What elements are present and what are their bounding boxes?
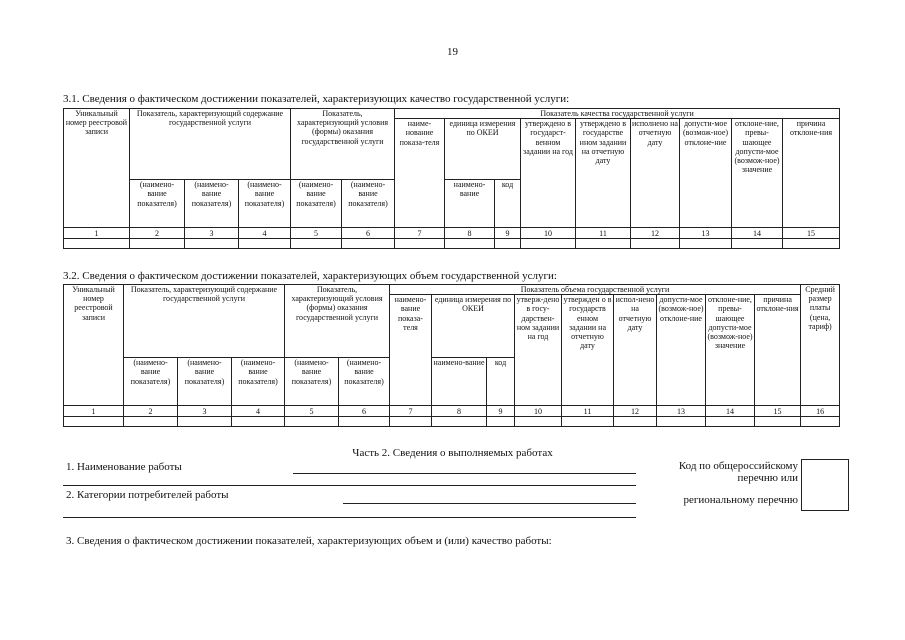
sub-indicator-name: наимено-вание показа-теля [390,295,432,406]
col-conditions-indicator: Показатель, характеризующий условия (формы) оказания государственной услуги [285,285,390,358]
unit-code: код [487,358,515,406]
work-name-label: 1. Наименование работы [66,461,182,473]
column-number: 6 [342,228,395,239]
unit-name: наимено-вание [432,358,487,406]
quality-table [63,108,840,249]
column-number: 15 [755,406,801,417]
column-number: 16 [801,406,840,417]
col-content-indicator: Показатель, характеризующий содержание государственной услуги [130,109,291,180]
column-number: 3 [185,228,239,239]
code-label-line1: Код по общероссийскому [678,460,798,472]
section-3-1-title: 3.1. Сведения о фактическом достижении показателей, характеризующих качество государственной услуги: [63,93,570,105]
column-number: 9 [487,406,515,417]
column-number: 7 [395,228,445,239]
col-volume-indicator: Показатель объема государственной услуги [390,285,801,295]
column-number: 4 [239,228,291,239]
unit-name: наимено-вание [445,180,495,228]
column-number: 12 [614,406,657,417]
sub-deviation-reason: причина отклоне-ния [755,295,801,406]
volume-table [63,284,840,427]
sub-approved-year: утверж-дено в госу-дарствен-ном задании на год [515,295,562,406]
column-number: 11 [562,406,614,417]
column-number: 2 [124,406,178,417]
sub-approved-date: утвержден о в государств енном задании на отчетную дату [562,295,614,406]
sub-executed: испол-нено на отчетную дату [614,295,657,406]
part-2-title: Часть 2. Сведения о выполняемых работах [352,447,553,459]
column-number: 14 [706,406,755,417]
page-number: 19 [447,46,458,58]
code-label-line3: региональному перечню [683,494,798,506]
column-number: 13 [657,406,706,417]
work-name-line [293,473,636,474]
sub-excess-deviation: отклоне-ние, превы-шающее допусти-мое (возмож-ное) значение [706,295,755,406]
code-label-line2: перечню или [737,472,798,484]
column-number: 5 [285,406,339,417]
column-number: 6 [339,406,390,417]
registry-code-box [801,459,849,511]
indicator-name-cell: (наимено-вание показателя) [239,180,291,228]
table-row [64,239,840,249]
col-quality-indicator: Показатель качества государственной услуги [395,109,840,119]
column-number: 9 [495,228,521,239]
indicator-name-cell: (наимено-вание показателя) [342,180,395,228]
col-average-price: Средний размер платы (цена, тариф) [801,285,840,406]
column-number: 1 [64,406,124,417]
sub-approved-year: утверждено в государст-венном задании на год [521,119,576,228]
column-number: 14 [732,228,783,239]
column-number: 5 [291,228,342,239]
indicator-name-cell: (наимено-вание показателя) [130,180,185,228]
col-unique-record: Уникальный номер реестровой записи [64,109,130,228]
col-unique-record: Уникальный номер реестровой записи [64,285,124,406]
sub-indicator-name: наиме-нование показа-теля [395,119,445,228]
sub-executed: исполнено на отчетную дату [631,119,680,228]
indicator-name-cell: (наимено-вание показателя) [124,358,178,406]
sub-allowed-deviation: допусти-мое (возмож-ное) отклоне-ние [680,119,732,228]
section-3-2-title: 3.2. Сведения о фактическом достижении показателей, характеризующих объем государственной услуги: [63,270,557,282]
consumer-category-label: 2. Категории потребителей работы [66,489,229,501]
indicator-name-cell: (наимено-вание показателя) [339,358,390,406]
col-content-indicator: Показатель, характеризующий содержание государственной услуги [124,285,285,358]
column-number: 13 [680,228,732,239]
column-number: 10 [515,406,562,417]
indicator-name-cell: (наимено-вание показателя) [232,358,285,406]
indicator-name-cell: (наимено-вание показателя) [178,358,232,406]
column-number: 11 [576,228,631,239]
column-number: 8 [432,406,487,417]
column-number: 4 [232,406,285,417]
column-number: 3 [178,406,232,417]
sub-excess-deviation: отклоне-ние, превы-шающее допусти-мое (возмож-ное) значение [732,119,783,228]
column-number: 10 [521,228,576,239]
column-number: 7 [390,406,432,417]
column-number: 1 [64,228,130,239]
consumer-category-line [343,503,636,504]
consumer-category-line-2 [63,517,636,518]
table-row [64,417,840,427]
col-conditions-indicator: Показатель, характеризующий условия (формы) оказания государственной услуги [291,109,395,180]
sub-deviation-reason: причина отклоне-ния [783,119,840,228]
sub-allowed-deviation: допусти-мое (возмож-ное) отклоне-ние [657,295,706,406]
unit-code: код [495,180,521,228]
work-indicators-title: 3. Сведения о фактическом достижении показателей, характеризующих объем и (или) качество работы: [66,535,552,547]
column-number: 15 [783,228,840,239]
column-number: 2 [130,228,185,239]
sub-unit: единица измерения по ОКЕИ [445,119,521,180]
indicator-name-cell: (наимено-вание показателя) [185,180,239,228]
work-name-line-2 [63,485,636,486]
indicator-name-cell: (наимено-вание показателя) [291,180,342,228]
indicator-name-cell: (наимено-вание показателя) [285,358,339,406]
sub-approved-date: утверждено в государстве нном задании на отчетную дату [576,119,631,228]
sub-unit: единица измерения по ОКЕИ [432,295,515,358]
column-number: 8 [445,228,495,239]
column-number: 12 [631,228,680,239]
